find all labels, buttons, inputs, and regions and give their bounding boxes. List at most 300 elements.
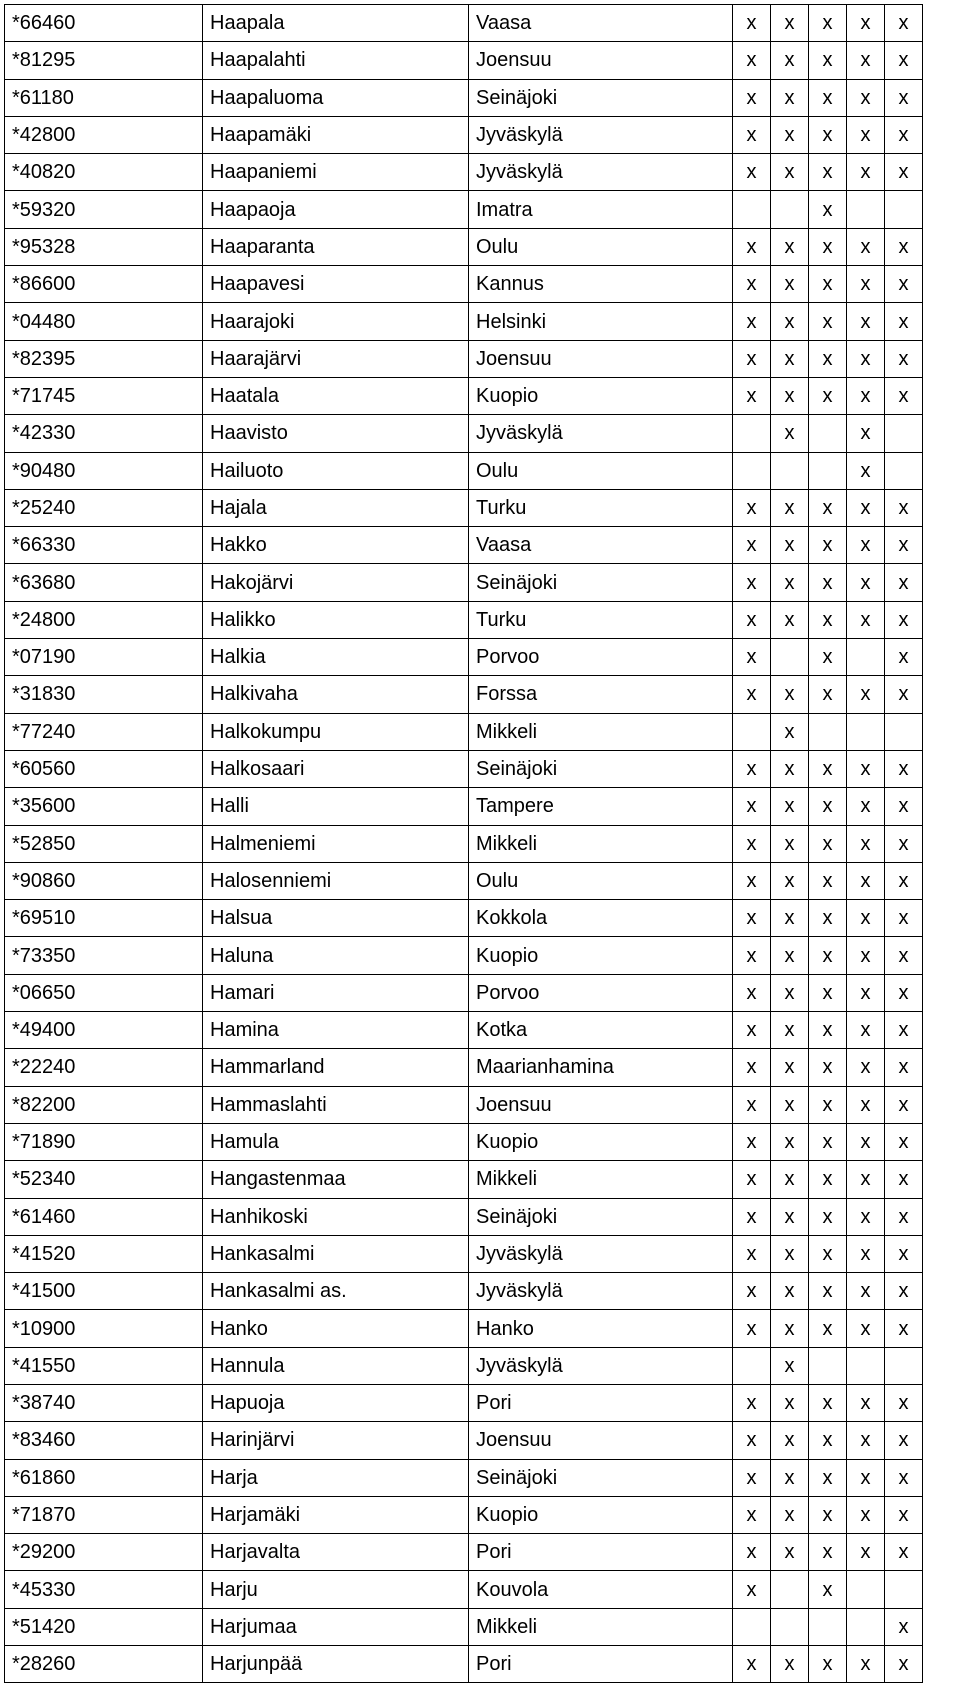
postal-code-cell: *77240 xyxy=(5,713,203,750)
table-row xyxy=(5,1347,923,1384)
mark-cell: x xyxy=(771,1161,809,1198)
city-cell: Hanko xyxy=(469,1310,733,1347)
mark-cell: x xyxy=(733,303,771,340)
city-cell: Pori xyxy=(469,1646,733,1683)
postal-code-cell: *66460 xyxy=(5,5,203,42)
postal-code-cell: *38740 xyxy=(5,1384,203,1421)
mark-cell: x xyxy=(885,937,923,974)
table-row xyxy=(5,1459,923,1496)
mark-cell: x xyxy=(885,788,923,825)
mark-cell: x xyxy=(809,154,847,191)
locality-cell: Haapalahti xyxy=(203,42,469,79)
mark-cell: x xyxy=(885,1608,923,1645)
mark-cell xyxy=(809,1608,847,1645)
postal-code-cell: *45330 xyxy=(5,1571,203,1608)
mark-cell: x xyxy=(733,377,771,414)
mark-cell: x xyxy=(847,1273,885,1310)
locality-cell: Hakko xyxy=(203,527,469,564)
locality-cell: Harjamäki xyxy=(203,1496,469,1533)
mark-cell xyxy=(733,191,771,228)
city-cell: Turku xyxy=(469,601,733,638)
city-cell: Mikkeli xyxy=(469,713,733,750)
mark-cell: x xyxy=(885,1459,923,1496)
locality-cell: Hailuoto xyxy=(203,452,469,489)
mark-cell: x xyxy=(885,974,923,1011)
mark-cell: x xyxy=(847,937,885,974)
city-cell: Vaasa xyxy=(469,5,733,42)
locality-cell: Hammarland xyxy=(203,1049,469,1086)
mark-cell xyxy=(885,415,923,452)
table-row xyxy=(5,377,923,414)
mark-cell: x xyxy=(885,750,923,787)
mark-cell: x xyxy=(847,1459,885,1496)
mark-cell: x xyxy=(809,1161,847,1198)
mark-cell: x xyxy=(847,862,885,899)
mark-cell xyxy=(847,1608,885,1645)
mark-cell xyxy=(809,713,847,750)
locality-cell: Halsua xyxy=(203,900,469,937)
postal-code-cell: *29200 xyxy=(5,1534,203,1571)
mark-cell: x xyxy=(885,154,923,191)
mark-cell: x xyxy=(809,601,847,638)
table-row xyxy=(5,900,923,937)
mark-cell: x xyxy=(771,564,809,601)
table-row xyxy=(5,42,923,79)
postal-code-cell: *28260 xyxy=(5,1646,203,1683)
mark-cell: x xyxy=(809,937,847,974)
mark-cell xyxy=(847,1571,885,1608)
table-row xyxy=(5,1422,923,1459)
mark-cell xyxy=(733,1608,771,1645)
mark-cell xyxy=(847,191,885,228)
mark-cell: x xyxy=(809,1646,847,1683)
mark-cell: x xyxy=(733,340,771,377)
mark-cell: x xyxy=(733,5,771,42)
mark-cell: x xyxy=(733,116,771,153)
mark-cell: x xyxy=(809,489,847,526)
mark-cell: x xyxy=(847,1310,885,1347)
table-row xyxy=(5,340,923,377)
mark-cell: x xyxy=(885,564,923,601)
table-row xyxy=(5,862,923,899)
city-cell: Seinäjoki xyxy=(469,79,733,116)
mark-cell: x xyxy=(771,1012,809,1049)
mark-cell: x xyxy=(771,1123,809,1160)
table-row xyxy=(5,527,923,564)
city-cell: Mikkeli xyxy=(469,1608,733,1645)
table-row xyxy=(5,116,923,153)
mark-cell: x xyxy=(771,676,809,713)
locality-cell: Harjavalta xyxy=(203,1534,469,1571)
mark-cell: x xyxy=(847,377,885,414)
locality-cell: Harjumaa xyxy=(203,1608,469,1645)
city-cell: Jyväskylä xyxy=(469,116,733,153)
table-row xyxy=(5,191,923,228)
mark-cell: x xyxy=(771,1235,809,1272)
postal-code-cell: *60560 xyxy=(5,750,203,787)
mark-cell: x xyxy=(847,79,885,116)
mark-cell: x xyxy=(885,1422,923,1459)
mark-cell: x xyxy=(771,79,809,116)
mark-cell: x xyxy=(733,825,771,862)
table-row xyxy=(5,713,923,750)
mark-cell: x xyxy=(809,676,847,713)
locality-cell: Harjunpää xyxy=(203,1646,469,1683)
postal-code-cell: *69510 xyxy=(5,900,203,937)
mark-cell: x xyxy=(809,1086,847,1123)
table-row xyxy=(5,937,923,974)
locality-cell: Harinjärvi xyxy=(203,1422,469,1459)
locality-cell: Haapavesi xyxy=(203,266,469,303)
postal-code-cell: *82395 xyxy=(5,340,203,377)
locality-cell: Hannula xyxy=(203,1347,469,1384)
mark-cell: x xyxy=(885,1235,923,1272)
mark-cell: x xyxy=(809,1459,847,1496)
city-cell: Jyväskylä xyxy=(469,415,733,452)
mark-cell: x xyxy=(809,191,847,228)
mark-cell: x xyxy=(733,1123,771,1160)
mark-cell: x xyxy=(847,527,885,564)
table-row xyxy=(5,1086,923,1123)
mark-cell: x xyxy=(885,116,923,153)
mark-cell: x xyxy=(847,1123,885,1160)
mark-cell: x xyxy=(809,1571,847,1608)
postal-code-cell: *71745 xyxy=(5,377,203,414)
city-cell: Forssa xyxy=(469,676,733,713)
mark-cell xyxy=(885,1347,923,1384)
mark-cell: x xyxy=(771,266,809,303)
mark-cell: x xyxy=(733,1534,771,1571)
table-row xyxy=(5,1534,923,1571)
locality-cell: Halmeniemi xyxy=(203,825,469,862)
locality-cell: Halkia xyxy=(203,639,469,676)
mark-cell: x xyxy=(847,1422,885,1459)
mark-cell xyxy=(771,1608,809,1645)
mark-cell: x xyxy=(885,1012,923,1049)
city-cell: Jyväskylä xyxy=(469,1235,733,1272)
mark-cell: x xyxy=(771,303,809,340)
table-row xyxy=(5,154,923,191)
mark-cell xyxy=(809,452,847,489)
locality-cell: Hanhikoski xyxy=(203,1198,469,1235)
locality-cell: Halkivaha xyxy=(203,676,469,713)
mark-cell xyxy=(885,452,923,489)
mark-cell: x xyxy=(885,1534,923,1571)
locality-cell: Hajala xyxy=(203,489,469,526)
mark-cell: x xyxy=(847,303,885,340)
city-cell: Seinäjoki xyxy=(469,750,733,787)
postal-code-cell: *41520 xyxy=(5,1235,203,1272)
mark-cell: x xyxy=(847,1049,885,1086)
mark-cell: x xyxy=(809,1198,847,1235)
mark-cell xyxy=(733,1347,771,1384)
table-row xyxy=(5,750,923,787)
mark-cell: x xyxy=(809,862,847,899)
mark-cell: x xyxy=(733,527,771,564)
mark-cell: x xyxy=(847,1496,885,1533)
mark-cell: x xyxy=(771,1273,809,1310)
mark-cell: x xyxy=(809,527,847,564)
mark-cell: x xyxy=(885,862,923,899)
postal-code-cell: *90860 xyxy=(5,862,203,899)
table-row xyxy=(5,266,923,303)
mark-cell: x xyxy=(771,862,809,899)
mark-cell: x xyxy=(885,900,923,937)
postal-code-cell: *66330 xyxy=(5,527,203,564)
postal-code-table xyxy=(4,4,923,1683)
mark-cell: x xyxy=(733,266,771,303)
table-row xyxy=(5,1608,923,1645)
table-row xyxy=(5,415,923,452)
postal-code-cell: *31830 xyxy=(5,676,203,713)
mark-cell: x xyxy=(885,1384,923,1421)
mark-cell: x xyxy=(885,1646,923,1683)
postal-code-cell: *07190 xyxy=(5,639,203,676)
mark-cell: x xyxy=(809,1384,847,1421)
mark-cell: x xyxy=(733,639,771,676)
city-cell: Kuopio xyxy=(469,1496,733,1533)
table-row xyxy=(5,228,923,265)
mark-cell: x xyxy=(809,1496,847,1533)
locality-cell: Haaparanta xyxy=(203,228,469,265)
mark-cell: x xyxy=(771,1496,809,1533)
postal-code-cell: *40820 xyxy=(5,154,203,191)
mark-cell xyxy=(771,639,809,676)
postal-code-cell: *06650 xyxy=(5,974,203,1011)
mark-cell xyxy=(733,452,771,489)
mark-cell: x xyxy=(733,1459,771,1496)
mark-cell: x xyxy=(771,5,809,42)
table-row xyxy=(5,676,923,713)
locality-cell: Haavisto xyxy=(203,415,469,452)
mark-cell: x xyxy=(847,415,885,452)
mark-cell: x xyxy=(771,42,809,79)
city-cell: Joensuu xyxy=(469,1422,733,1459)
table-row xyxy=(5,1646,923,1683)
mark-cell: x xyxy=(847,1198,885,1235)
city-cell: Kouvola xyxy=(469,1571,733,1608)
mark-cell: x xyxy=(809,377,847,414)
mark-cell: x xyxy=(809,116,847,153)
table-row xyxy=(5,79,923,116)
table-row xyxy=(5,1235,923,1272)
mark-cell: x xyxy=(847,154,885,191)
mark-cell: x xyxy=(885,266,923,303)
mark-cell: x xyxy=(733,1310,771,1347)
city-cell: Mikkeli xyxy=(469,825,733,862)
table-row xyxy=(5,489,923,526)
city-cell: Kokkola xyxy=(469,900,733,937)
city-cell: Joensuu xyxy=(469,1086,733,1123)
city-cell: Oulu xyxy=(469,862,733,899)
mark-cell: x xyxy=(885,527,923,564)
mark-cell: x xyxy=(847,900,885,937)
city-cell: Kuopio xyxy=(469,937,733,974)
city-cell: Jyväskylä xyxy=(469,1347,733,1384)
locality-cell: Haatala xyxy=(203,377,469,414)
mark-cell: x xyxy=(733,788,771,825)
mark-cell: x xyxy=(771,713,809,750)
mark-cell: x xyxy=(771,1086,809,1123)
mark-cell: x xyxy=(771,937,809,974)
mark-cell xyxy=(885,713,923,750)
locality-cell: Hakojärvi xyxy=(203,564,469,601)
locality-cell: Hankasalmi as. xyxy=(203,1273,469,1310)
table-row xyxy=(5,639,923,676)
locality-cell: Halli xyxy=(203,788,469,825)
mark-cell: x xyxy=(771,1459,809,1496)
postal-code-cell: *71870 xyxy=(5,1496,203,1533)
city-cell: Joensuu xyxy=(469,340,733,377)
mark-cell xyxy=(847,713,885,750)
table-row xyxy=(5,601,923,638)
mark-cell: x xyxy=(733,601,771,638)
mark-cell: x xyxy=(733,1012,771,1049)
mark-cell: x xyxy=(885,639,923,676)
city-cell: Kotka xyxy=(469,1012,733,1049)
locality-cell: Hammaslahti xyxy=(203,1086,469,1123)
postal-code-cell: *42330 xyxy=(5,415,203,452)
postal-code-cell: *86600 xyxy=(5,266,203,303)
table-row xyxy=(5,1049,923,1086)
locality-cell: Harju xyxy=(203,1571,469,1608)
city-cell: Vaasa xyxy=(469,527,733,564)
mark-cell: x xyxy=(771,601,809,638)
mark-cell: x xyxy=(771,1422,809,1459)
locality-cell: Hamari xyxy=(203,974,469,1011)
city-cell: Kannus xyxy=(469,266,733,303)
city-cell: Oulu xyxy=(469,452,733,489)
mark-cell: x xyxy=(733,974,771,1011)
mark-cell: x xyxy=(847,1235,885,1272)
mark-cell: x xyxy=(885,1310,923,1347)
postal-code-cell: *25240 xyxy=(5,489,203,526)
postal-code-cell: *41550 xyxy=(5,1347,203,1384)
city-cell: Turku xyxy=(469,489,733,526)
locality-cell: Halkosaari xyxy=(203,750,469,787)
postal-code-cell: *71890 xyxy=(5,1123,203,1160)
postal-code-cell: *61860 xyxy=(5,1459,203,1496)
postal-code-cell: *49400 xyxy=(5,1012,203,1049)
mark-cell xyxy=(771,191,809,228)
mark-cell: x xyxy=(771,377,809,414)
locality-cell: Hangastenmaa xyxy=(203,1161,469,1198)
mark-cell: x xyxy=(771,154,809,191)
mark-cell: x xyxy=(809,228,847,265)
mark-cell: x xyxy=(771,1384,809,1421)
mark-cell: x xyxy=(847,1384,885,1421)
mark-cell: x xyxy=(733,750,771,787)
mark-cell: x xyxy=(885,340,923,377)
city-cell: Seinäjoki xyxy=(469,564,733,601)
postal-code-cell: *61460 xyxy=(5,1198,203,1235)
mark-cell: x xyxy=(885,228,923,265)
mark-cell: x xyxy=(885,42,923,79)
mark-cell: x xyxy=(847,974,885,1011)
mark-cell xyxy=(847,639,885,676)
table-row xyxy=(5,1198,923,1235)
mark-cell: x xyxy=(733,228,771,265)
locality-cell: Haapamäki xyxy=(203,116,469,153)
table-row xyxy=(5,1571,923,1608)
city-cell: Seinäjoki xyxy=(469,1459,733,1496)
mark-cell: x xyxy=(809,974,847,1011)
mark-cell: x xyxy=(771,489,809,526)
mark-cell: x xyxy=(809,1049,847,1086)
mark-cell: x xyxy=(847,564,885,601)
mark-cell: x xyxy=(847,42,885,79)
mark-cell: x xyxy=(733,79,771,116)
table-row xyxy=(5,1012,923,1049)
mark-cell: x xyxy=(771,116,809,153)
mark-cell: x xyxy=(847,5,885,42)
table-row xyxy=(5,825,923,862)
postal-code-cell: *41500 xyxy=(5,1273,203,1310)
city-cell: Pori xyxy=(469,1534,733,1571)
mark-cell: x xyxy=(771,1310,809,1347)
city-cell: Kuopio xyxy=(469,377,733,414)
mark-cell: x xyxy=(885,1198,923,1235)
mark-cell: x xyxy=(809,79,847,116)
mark-cell xyxy=(733,713,771,750)
mark-cell: x xyxy=(771,1049,809,1086)
mark-cell: x xyxy=(847,788,885,825)
city-cell: Maarianhamina xyxy=(469,1049,733,1086)
mark-cell: x xyxy=(809,639,847,676)
table-row xyxy=(5,5,923,42)
table-row xyxy=(5,1310,923,1347)
locality-cell: Hamina xyxy=(203,1012,469,1049)
mark-cell: x xyxy=(733,1235,771,1272)
mark-cell: x xyxy=(771,825,809,862)
table-row xyxy=(5,1496,923,1533)
mark-cell: x xyxy=(733,1273,771,1310)
mark-cell: x xyxy=(847,825,885,862)
mark-cell: x xyxy=(847,1646,885,1683)
locality-cell: Harja xyxy=(203,1459,469,1496)
table-row xyxy=(5,564,923,601)
postal-code-cell: *04480 xyxy=(5,303,203,340)
postal-code-cell: *83460 xyxy=(5,1422,203,1459)
mark-cell: x xyxy=(885,1496,923,1533)
postal-code-cell: *61180 xyxy=(5,79,203,116)
city-cell: Imatra xyxy=(469,191,733,228)
locality-cell: Haapaoja xyxy=(203,191,469,228)
mark-cell: x xyxy=(885,676,923,713)
mark-cell: x xyxy=(809,42,847,79)
mark-cell: x xyxy=(809,1310,847,1347)
mark-cell: x xyxy=(809,1534,847,1571)
city-cell: Jyväskylä xyxy=(469,154,733,191)
mark-cell: x xyxy=(885,1049,923,1086)
table-body xyxy=(5,5,923,1683)
postal-code-cell: *51420 xyxy=(5,1608,203,1645)
city-cell: Oulu xyxy=(469,228,733,265)
locality-cell: Haluna xyxy=(203,937,469,974)
mark-cell: x xyxy=(885,489,923,526)
mark-cell: x xyxy=(847,266,885,303)
mark-cell: x xyxy=(809,900,847,937)
locality-cell: Haarajärvi xyxy=(203,340,469,377)
locality-cell: Halikko xyxy=(203,601,469,638)
mark-cell: x xyxy=(733,1161,771,1198)
mark-cell xyxy=(809,1347,847,1384)
postal-code-cell: *52340 xyxy=(5,1161,203,1198)
mark-cell: x xyxy=(847,1161,885,1198)
locality-cell: Hankasalmi xyxy=(203,1235,469,1272)
postal-code-cell: *81295 xyxy=(5,42,203,79)
table-row xyxy=(5,1123,923,1160)
